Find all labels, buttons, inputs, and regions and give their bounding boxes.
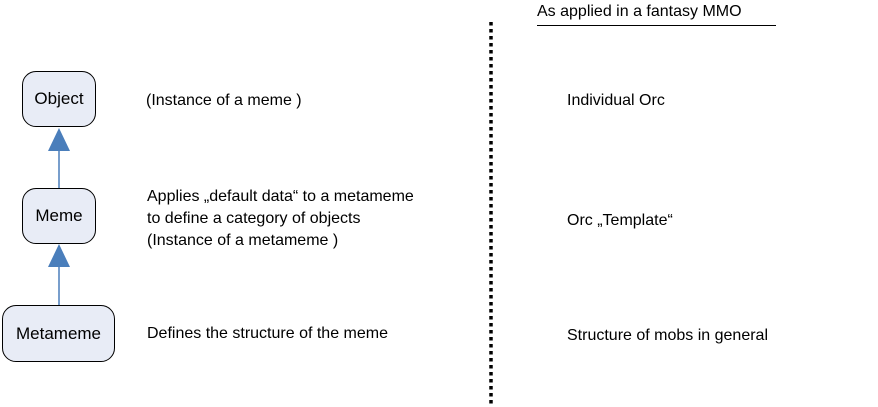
object-description: (Instance of a meme ) — [146, 92, 302, 109]
meme-description — [147, 186, 414, 252]
meme-node: Meme — [22, 188, 96, 244]
right-column-heading — [537, 3, 742, 21]
metameme-to-meme-arrowhead — [48, 244, 70, 267]
object-node: Object — [22, 71, 96, 127]
meme-description-line: to define a category of objects — [147, 210, 361, 227]
metameme-node: Metameme — [2, 305, 115, 362]
right-column-heading-text: As applied in a fantasy MMO — [537, 3, 742, 20]
metameme-description: Defines the structure of the meme — [147, 325, 388, 342]
right-item-orc-template: Orc „Template“ — [567, 212, 673, 229]
right-item-structure-of-mobs: Structure of mobs in general — [567, 327, 768, 344]
meme-description-line: (Instance of a metameme ) — [147, 232, 339, 249]
right-item-individual-orc: Individual Orc — [567, 92, 665, 109]
heading-underline — [537, 25, 776, 26]
meme-to-object-arrowhead — [48, 128, 70, 151]
meme-description-line: Applies „default data“ to a metameme — [147, 188, 414, 205]
